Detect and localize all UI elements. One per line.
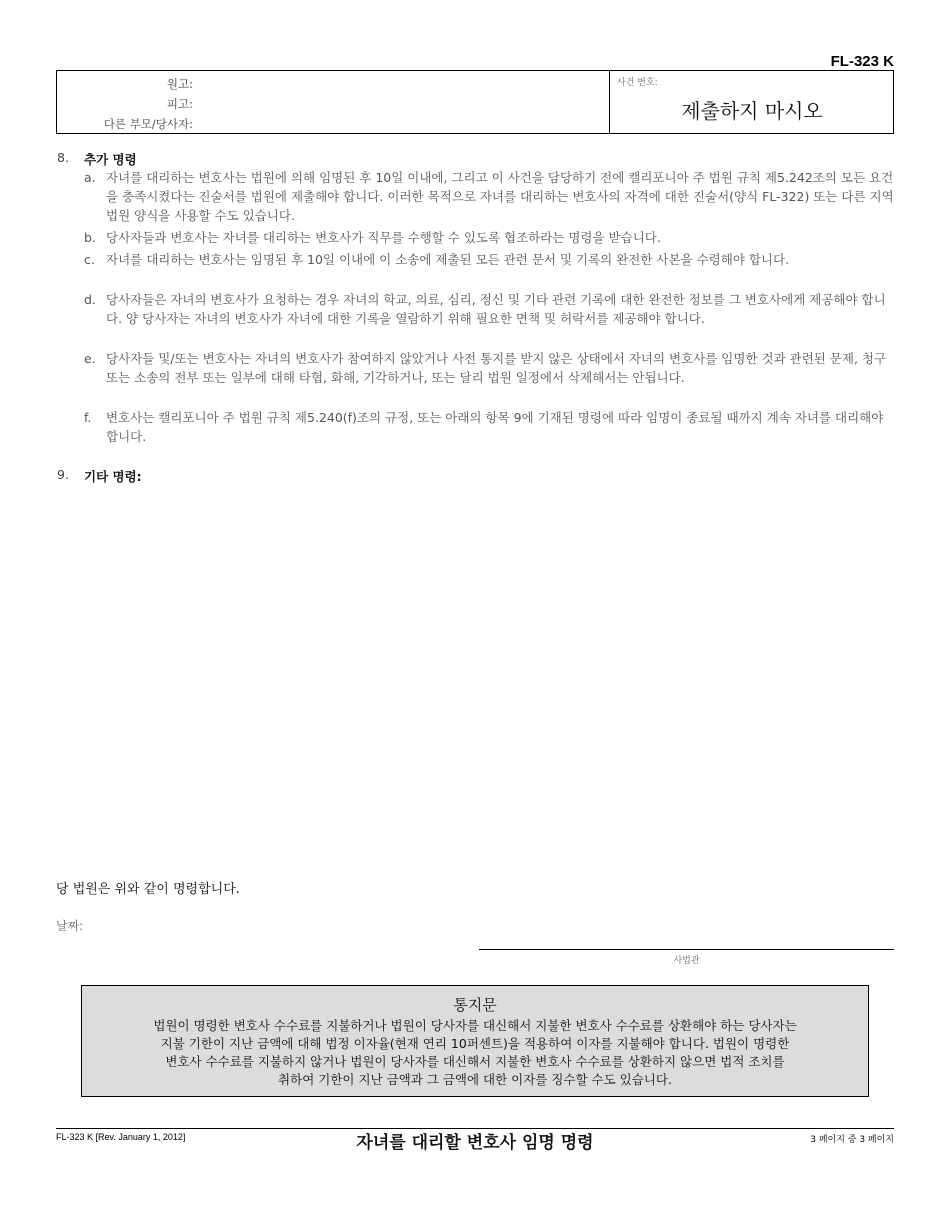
plaintiff-label: 원고: [166,77,193,91]
case-number-value: 제출하지 마시오 [681,99,823,123]
other-party-label: 다른 부모/당사자: [103,117,193,131]
footer-form-title: 자녀를 대리할 변호사 임명 명령 [356,1133,594,1153]
form-code: FL-323 K [830,53,894,70]
defendant-label: 피고: [166,97,193,111]
signature-line [479,949,894,950]
party-names-cell [57,71,610,133]
item-letter: f. [84,410,92,425]
notice-box [81,985,869,1097]
item-letter: c. [84,252,95,267]
item-letter: e. [84,351,96,366]
footer-page-number: 3 페이지 중 3 페이지 [810,1135,894,1145]
item-text: 자녀를 대리하는 변호사는 임명된 후 10일 이내에 이 소송에 제출된 모든 관련 문서 및 기록의 완전한 사본을 수령해야 합니다. [106,252,790,267]
notice-line: 변호사 수수료를 지불하지 않거나 법원이 당사자를 대신해서 지불한 변호사 수수료를 상환하지 않으면 법적 조치를 [165,1054,785,1069]
item-letter: b. [84,230,96,245]
section-9-number: 9. [57,467,69,482]
court-orders-statement: 당 법원은 위와 같이 명령합니다. [56,882,240,897]
item-text: 당사자들 및/또는 변호사는 자녀의 변호사가 참여하지 않았거나 사전 통지를 받지 않은 상태에서 자녀의 변호사를 임명한 것과 관련된 문제, 청구 또는 소송의 전부 또는 일부에 대해 타협, 화해, 기각하거나, 또는 달리 법원 일정에서 삭제해서는 안됩니다. [106,351,887,385]
case-number-label: 사건 번호: [617,78,658,88]
case-caption-box [56,70,894,134]
date-label: 날짜: [56,919,84,933]
item-text: 당사자들과 변호사는 자녀를 대리하는 변호사가 직무를 수행할 수 있도록 협조하라는 명령을 받습니다. [106,230,661,245]
section-8-title: 추가 명령 [84,152,137,167]
item-letter: a. [84,170,96,185]
notice-line: 지불 기한이 지난 금액에 대해 법정 이자율(현재 연리 10퍼센트)을 적용하여 이자를 지불해야 합니다. 법원이 명령한 [160,1036,790,1051]
item-text: 변호사는 캘리포니아 주 법원 규칙 제5.240(f)조의 규정, 또는 아래의 항목 9에 기재된 명령에 따라 임명이 종료될 때까지 계속 자녀를 대리해야 합니다. [106,410,884,444]
notice-body [94,1017,856,1089]
judicial-officer-label: 사법관 [673,956,700,966]
section-9-title: 기타 명령: [84,469,142,484]
item-text: 당사자들은 자녀의 변호사가 요청하는 경우 자녀의 학교, 의료, 심리, 정신 및 기타 관련 기록에 대한 완전한 정보를 그 변호사에게 제공해야 합니다. 양 당사자는 자녀의 변호사가 자녀에 대한 기록을 열람하기 위해 필요한 면책 및 허락서를 제공해야 합니다. [106,292,886,326]
section-8-number: 8. [57,150,69,165]
notice-line: 취하여 기한이 지난 금액과 그 금액에 대한 이자를 징수할 수도 있습니다. [278,1072,672,1087]
notice-line: 법원이 명령한 변호사 수수료를 지불하거나 법원이 당사자를 대신해서 지불한 변호사 수수료를 상환해야 하는 당사자는 [153,1018,797,1033]
footer-form-revision: FL-323 K [Rev. January 1, 2012] [56,1132,186,1142]
item-text: 자녀를 대리하는 변호사는 법원에 의해 임명된 후 10일 이내에, 그리고 이 사건을 담당하기 전에 캘리포니아 주 법원 규칙 제5.242조의 모든 요건을 충족시켰다는 진술서를 법원에 제출해야 합니다. 이러한 목적으로 자녀를 대리하는 변호사의 자격에 대한 진술서(양식 FL-322) 또는 다른 지역 법원 양식을 사용할 수도 있습니다. [106,170,894,223]
notice-title: 통지문 [453,996,497,1014]
item-letter: d. [84,292,96,307]
